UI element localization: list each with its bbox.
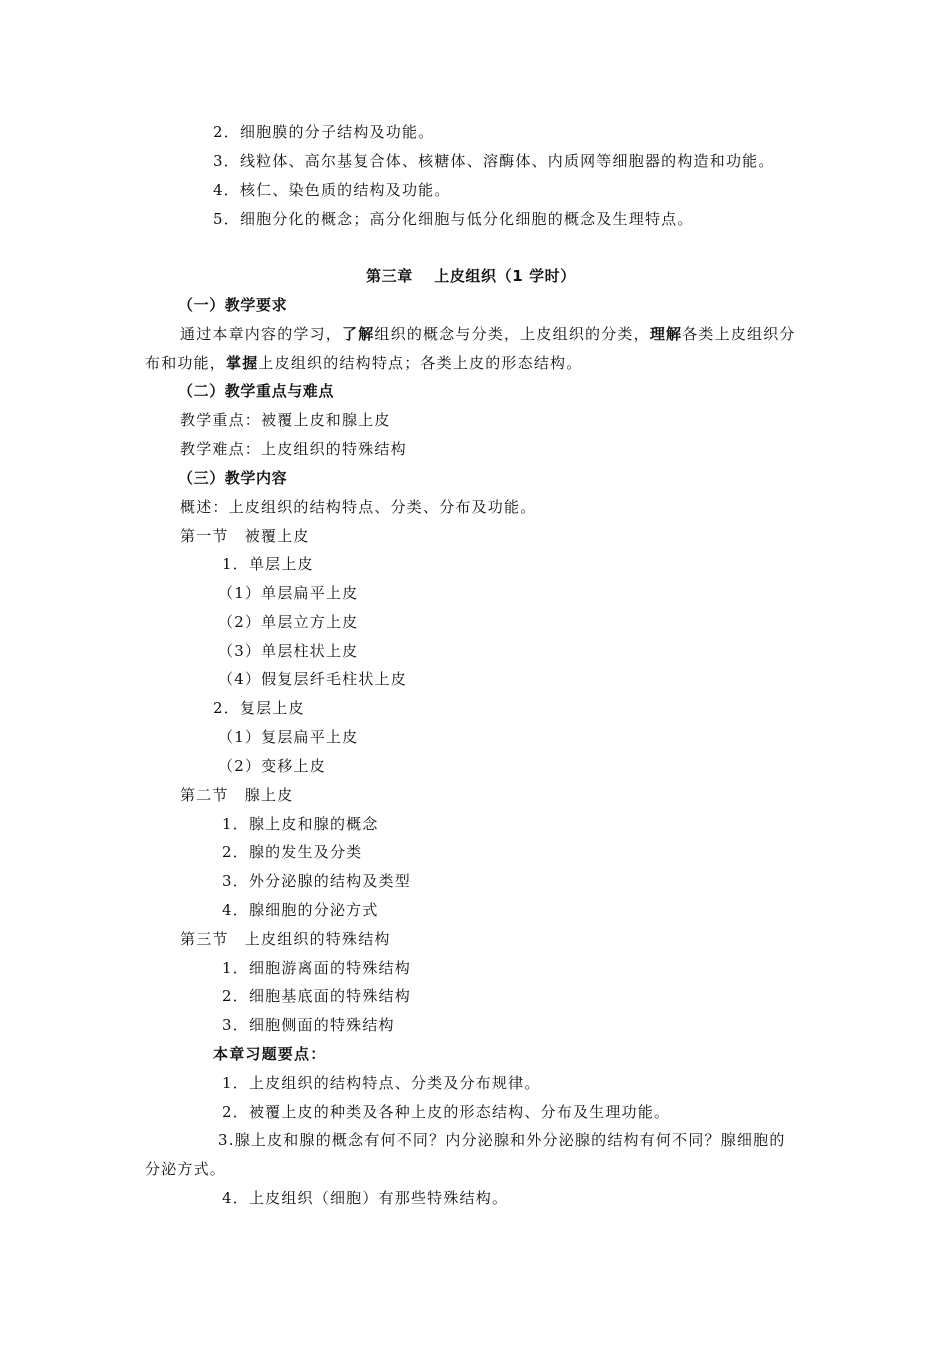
exercise-item-2: 2．被覆上皮的种类及各种上皮的形态结构、分布及生理功能。 [222, 1103, 671, 1121]
list-item: 3．外分泌腺的结构及类型 [222, 872, 411, 890]
exercise-item-4: 4．上皮组织（细胞）有那些特殊结构。 [222, 1189, 509, 1207]
exercise-item-1: 1．上皮组织的结构特点、分类及分布规律。 [222, 1074, 541, 1092]
list-item: 1．单层上皮 [222, 555, 314, 573]
list-item: 1．细胞游离面的特殊结构 [222, 959, 411, 977]
ch2-point-4: 4．核仁、染色质的结构及功能。 [213, 181, 451, 199]
list-item: （3）单层柱状上皮 [218, 642, 359, 660]
exercise-item-3-line-1: 3.腺上皮和腺的概念有何不同？内分泌腺和外分泌腺的结构有何不同？腺细胞的 [218, 1131, 786, 1149]
exercise-item-3-line-2: 分泌方式。 [145, 1160, 227, 1178]
ch2-point-5: 5．细胞分化的概念；高分化细胞与低分化细胞的概念及生理特点。 [213, 210, 694, 228]
subsection-title-3: 第三节 上皮组织的特殊结构 [180, 930, 391, 948]
req-text: 上皮组织的结构特点；各类上皮的形态结构。 [258, 354, 583, 372]
keyword-comprehend: 理解 [649, 325, 683, 343]
keyword-master: 掌握 [226, 354, 259, 372]
keyword-understand: 了解 [342, 325, 375, 343]
ch2-point-2: 2．细胞膜的分子结构及功能。 [213, 123, 435, 141]
req-text: 组织的概念与分类，上皮组织的分类， [374, 325, 650, 343]
list-item: 2．细胞基底面的特殊结构 [222, 987, 411, 1005]
key-point: 教学重点：被覆上皮和腺上皮 [180, 411, 391, 429]
chapter-title: 第三章 上皮组织（1 学时） [366, 267, 576, 285]
requirements-paragraph-line-1 [180, 324, 796, 344]
requirements-paragraph-line-2 [145, 353, 582, 373]
subsection-title-2: 第二节 腺上皮 [180, 786, 294, 804]
list-item: 4．腺细胞的分泌方式 [222, 901, 379, 919]
section-heading-key-points: （二）教学重点与难点 [178, 382, 335, 400]
list-item: 1．腺上皮和腺的概念 [222, 815, 379, 833]
list-item: 2．复层上皮 [213, 699, 305, 717]
req-text: 通过本章内容的学习， [180, 325, 343, 343]
section-heading-requirements: （一）教学要求 [178, 296, 288, 314]
ch2-point-3: 3．线粒体、高尔基复合体、核糖体、溶酶体、内质网等细胞器的构造和功能。 [213, 152, 775, 170]
overview: 概述：上皮组织的结构特点、分类、分布及功能。 [180, 498, 537, 516]
req-text: 布和功能， [145, 354, 227, 372]
list-item: 3．细胞侧面的特殊结构 [222, 1016, 395, 1034]
list-item: （4）假复层纤毛柱状上皮 [218, 670, 407, 688]
list-item: （1）单层扁平上皮 [218, 584, 359, 602]
section-heading-content: （三）教学内容 [178, 469, 288, 487]
req-text: 各类上皮组织分 [682, 325, 796, 343]
list-item: 2．腺的发生及分类 [222, 843, 363, 861]
exercise-heading: 本章习题要点： [213, 1045, 327, 1063]
list-item: （2）单层立方上皮 [218, 613, 359, 631]
list-item: （1）复层扁平上皮 [218, 728, 359, 746]
list-item: （2）变移上皮 [218, 757, 326, 775]
subsection-title-1: 第一节 被覆上皮 [180, 527, 310, 545]
difficult-point: 教学难点：上皮组织的特殊结构 [180, 440, 407, 458]
